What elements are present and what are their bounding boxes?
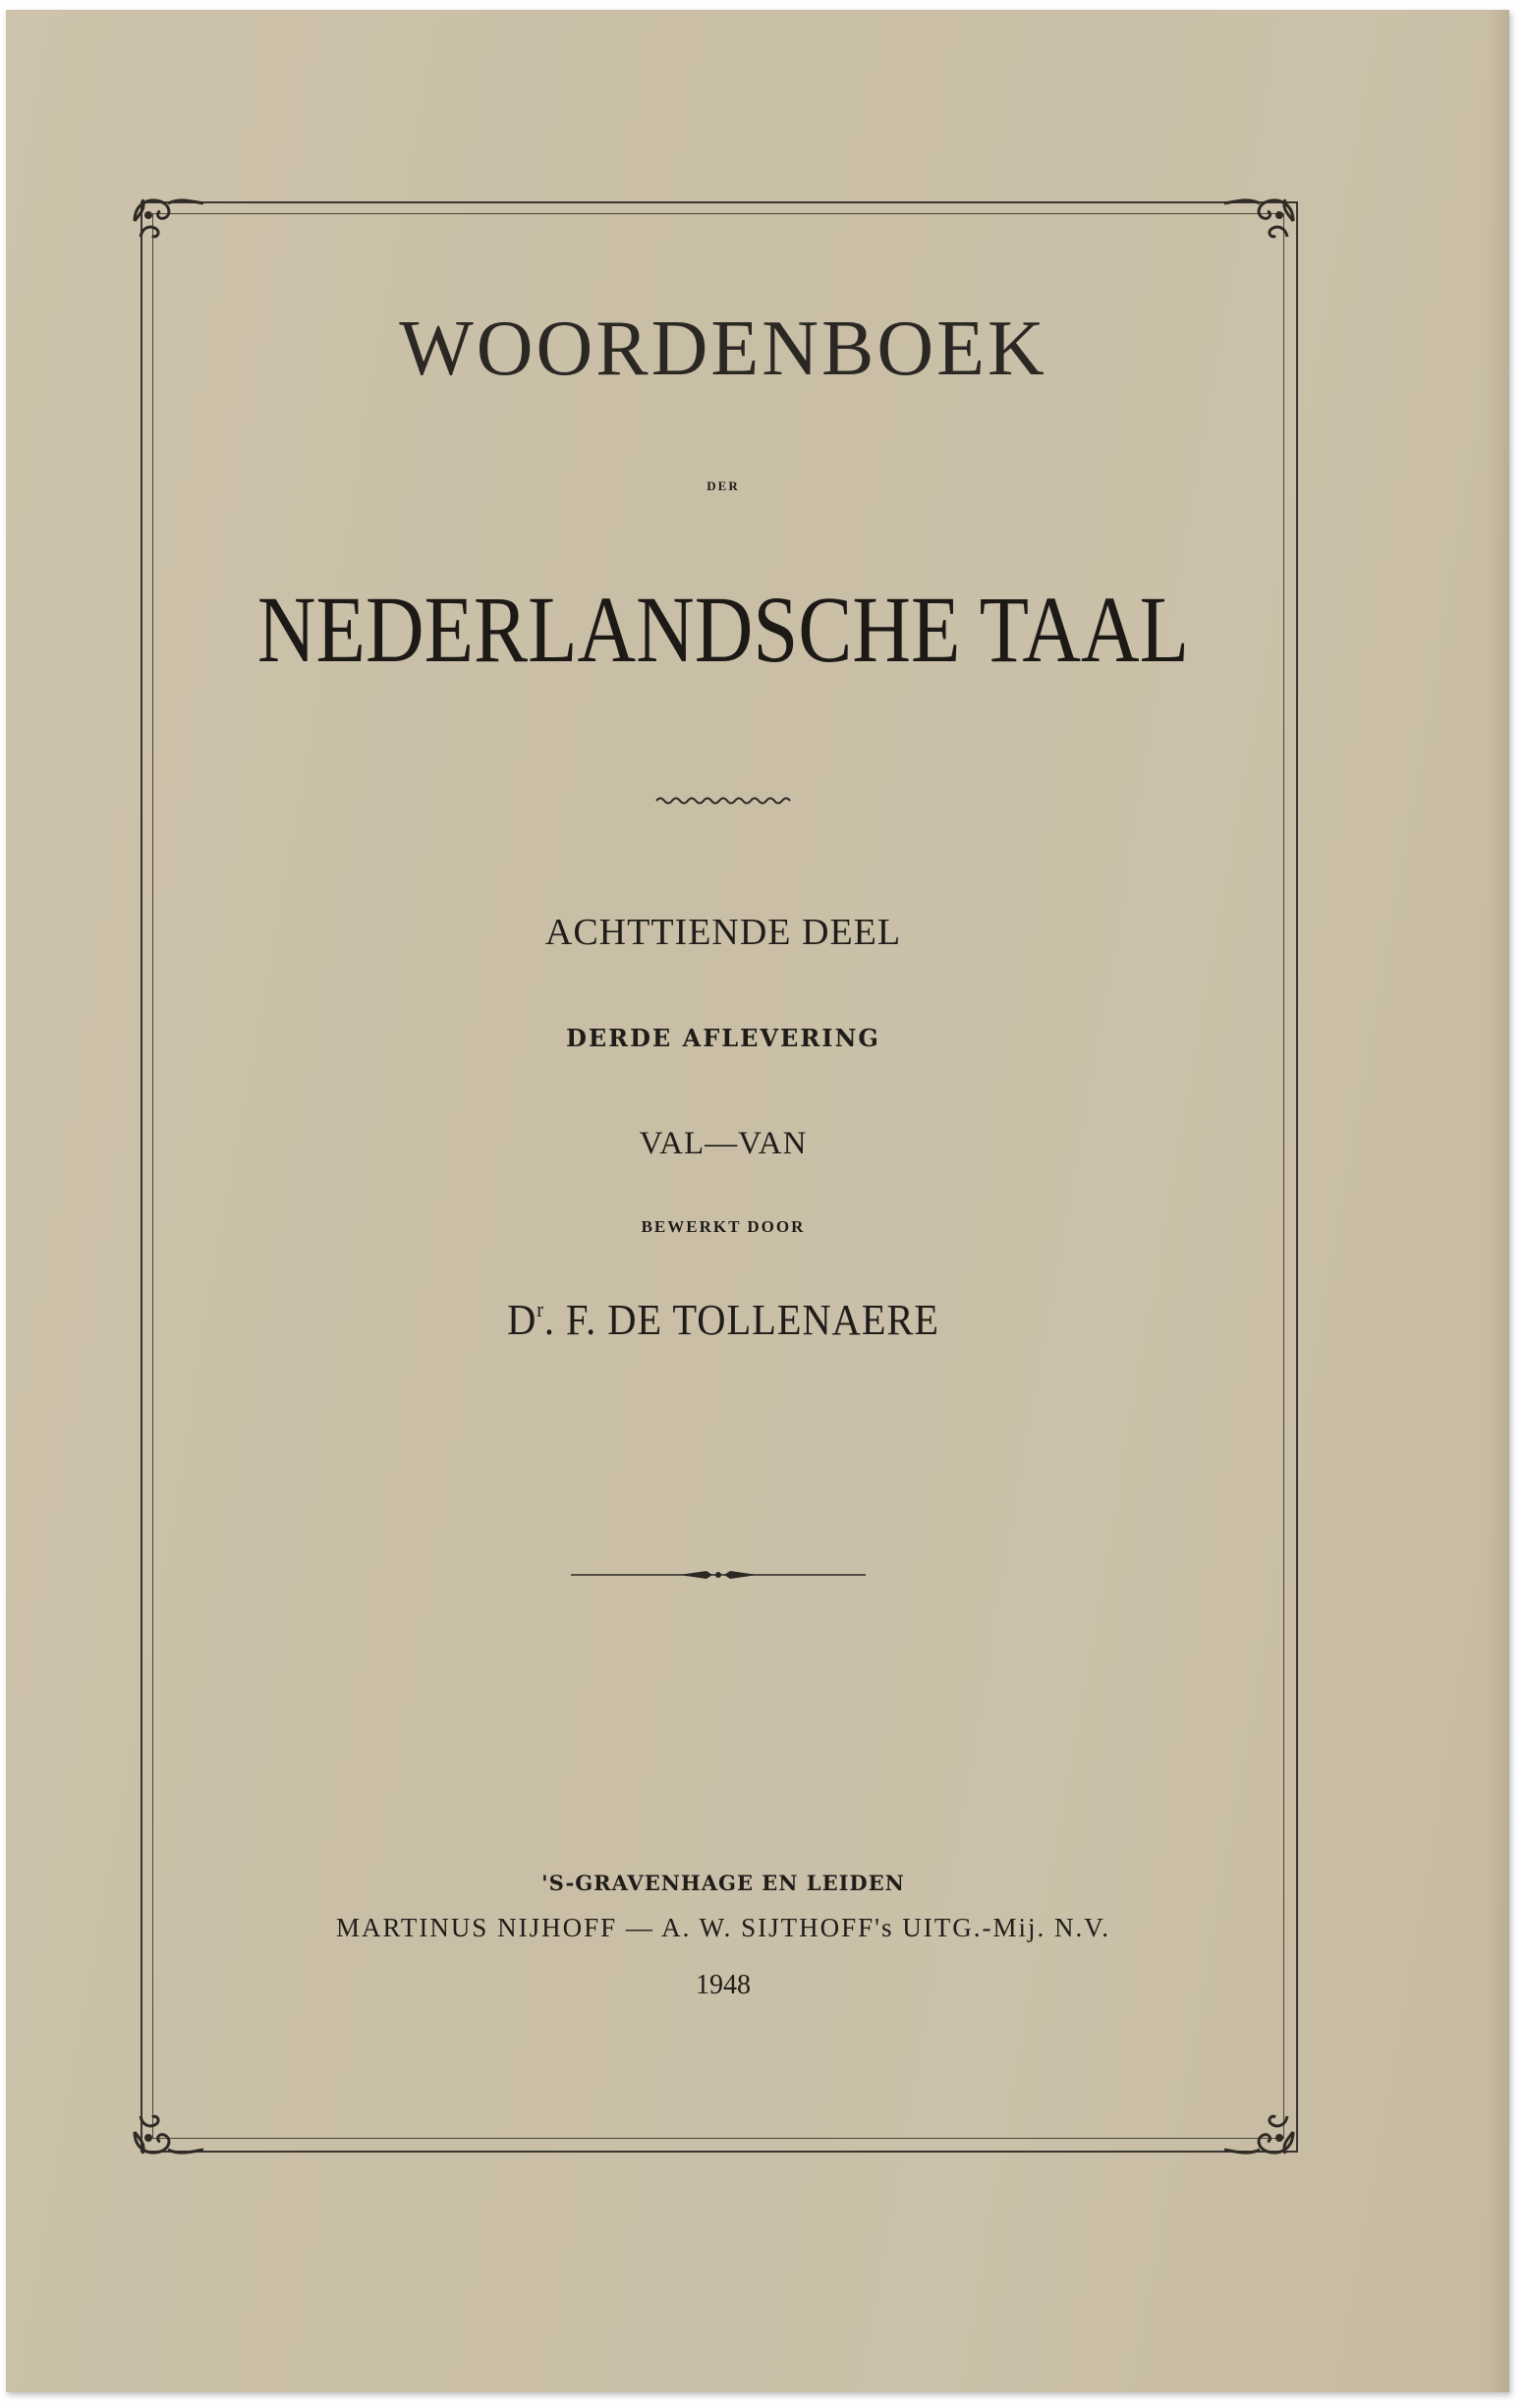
volume-label: ACHTTIENDE DEEL bbox=[544, 912, 902, 953]
edited-by-label: BEWERKT DOOR bbox=[641, 1217, 806, 1236]
corner-ornament-icon bbox=[129, 2102, 207, 2161]
title-page bbox=[6, 10, 1509, 2392]
corner-ornament-icon bbox=[1220, 2102, 1299, 2161]
publication-year: 1948 bbox=[696, 1970, 751, 2000]
book-subtitle: NEDERLANDSCHE TAAL bbox=[256, 577, 1190, 682]
wavy-rule-icon bbox=[654, 794, 792, 808]
divider-ornament-icon bbox=[571, 1567, 866, 1583]
publication-place: 'S-GRAVENHAGE EN LEIDEN bbox=[541, 1871, 905, 1895]
author-prefix-sup: r bbox=[537, 1297, 544, 1321]
title-connector: DER bbox=[706, 478, 740, 493]
publisher-line: MARTINUS NIJHOFF — A. W. SIJTHOFF's UITG.-Mij. N.V. bbox=[335, 1913, 1111, 1942]
author-prefix: D bbox=[507, 1296, 537, 1344]
border-frame-inner bbox=[152, 213, 1284, 2139]
book-title: WOORDENBOEK bbox=[399, 306, 1047, 392]
author-surname: . F. DE TOLLENAERE bbox=[543, 1296, 939, 1344]
corner-ornament-icon bbox=[129, 192, 207, 251]
page-edge-shadow bbox=[1486, 10, 1509, 2392]
author-name bbox=[63, 1295, 1383, 1345]
corner-ornament-icon bbox=[1220, 192, 1299, 251]
installment-label: DERDE AFLEVERING bbox=[566, 1024, 880, 1052]
entry-range: VAL—VAN bbox=[639, 1126, 808, 1161]
